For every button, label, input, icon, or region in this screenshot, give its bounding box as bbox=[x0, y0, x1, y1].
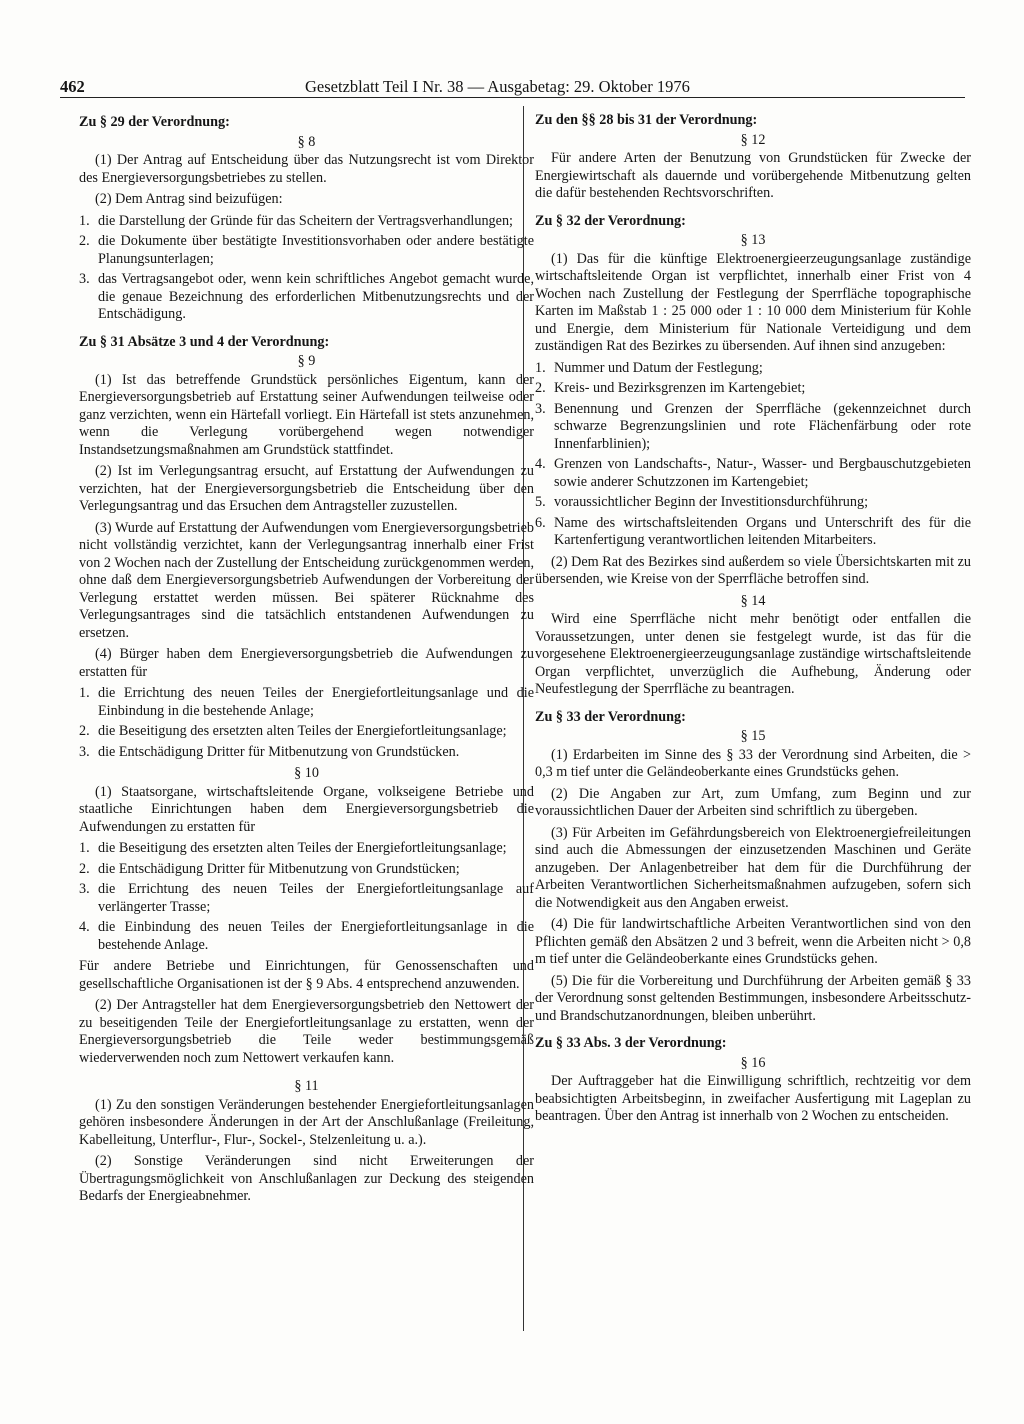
paragraph-sign: § 14 bbox=[740, 592, 766, 609]
paragraph-text: (3) Wurde auf Erstattung der Aufwendungen vom Energieversorgungsbetrieb nicht vollständig verzichtet, kann der Verlegungsantrag innerhalb einer Frist von 2 Wochen nach der Zustellung der Entscheidung zurückgenommen werden, ohne daß dem Energieversorgungsbetrieb Aufwendungen der Vorbereitung der Verlegung erstattet werden müssen. Bei späterer Rücknahme des Verlegungsantrages sind die tatsächlich entstandenen Aufwendungen zu ersetzen. bbox=[79, 519, 534, 641]
paragraph-text: Wird eine Sperrfläche nicht mehr benötigt oder entfallen die Voraussetzungen, unter denen sie festgelegt wurde, ist das für die vorgesehene Elektroenergieerzeugungsanlage zuständige wirtschaftsleitende Organ verpflichtet, unverzüglich die Aufhebung, Änderung oder Neufestlegung der Sperrfläche zu beantragen. bbox=[535, 611, 971, 697]
paragraph-text: (2) Sonstige Veränderungen sind nicht Erweiterungen der Übertragungsmöglichkeit von Anschlußanlagen zur Deckung des steigenden Bedarfs der Energieabnehmer. bbox=[79, 1153, 534, 1204]
paragraph-text: (5) Die für die Vorbereitung und Durchführung der Arbeiten gemäß § 33 der Verordnung sonst geltenden Bestimmungen, insbesondere Arbeitsschutz- und Brandschutzanordnungen, bleiben unberührt. bbox=[535, 972, 971, 1024]
list-item: 5. voraussichtlicher Beginn der Investitionsdurchführung; bbox=[535, 494, 869, 510]
paragraph-text: (1) Der Antrag auf Entscheidung über das Nutzungsrecht ist vom Direktor des Energieversorgungsbetriebes zu stellen. bbox=[79, 152, 534, 186]
list-item: 3. die Errichtung des neuen Teiles der Energiefortleitungsanlage auf verlängerter Trasse; bbox=[79, 881, 534, 915]
paragraph-text: (2) Dem Antrag sind beizufügen: bbox=[95, 191, 283, 207]
paragraph-text: Für andere Arten der Benutzung von Grundstücken für Zwecke der Energiewirtschaft als dauernde und vorübergehende Mitbenutzung gelten die dafür bestehenden Rechtsvorschriften. bbox=[535, 150, 971, 201]
list-item: 2. Kreis- und Bezirksgrenzen im Kartengebiet; bbox=[535, 380, 806, 396]
paragraph-sign: § 8 bbox=[297, 133, 316, 150]
list-item: 2. die Entschädigung Dritter für Mitbenutzung von Grundstücken; bbox=[79, 860, 460, 877]
paragraph-text: (1) Erdarbeiten im Sinne des § 33 der Verordnung sind Arbeiten, die > 0,3 m tief unter die Geländeoberkante eines Grundstücks gehen. bbox=[535, 746, 971, 780]
page-number: 462 bbox=[60, 77, 85, 96]
paragraph-text: (2) Der Antragsteller hat dem Energieversorgungsbetrieb den Nettowert der zu beseitigenden Teile der Energiefortleitungsanlage zu erstatten, wenn der Energieversorgungsbetrieb die Teile weder bestimmungsgemäß wiederverwenden noch zum Nettowert verkaufen kann. bbox=[79, 997, 534, 1066]
list-item: 3. die Entschädigung Dritter für Mitbenutzung von Grundstücken. bbox=[79, 743, 460, 760]
paragraph-text: (2) Die Angaben zur Art, zum Umfang, zum Beginn und zur voraussichtlichen Dauer der Arbeiten sind schriftlich zu übergeben. bbox=[535, 785, 971, 819]
list-item: 3. das Vertragsangebot oder, wenn kein schriftliches Angebot gemacht wurde, die genaue Bezeichnung des erforderlichen Mitbenutzungsrechts und der Entschädigung. bbox=[79, 271, 534, 322]
list-item: 1. die Darstellung der Gründe für das Scheitern der Vertragsverhandlungen; bbox=[79, 212, 513, 229]
left-column bbox=[79, 114, 534, 1210]
list-item: 4. Grenzen von Landschafts-, Natur-, Wasser- und Bergbauschutzgebieten sowie anderer Schutzzonen im Kartengebiet; bbox=[535, 456, 971, 490]
paragraph-sign: § 15 bbox=[740, 728, 766, 744]
list-item: 4. die Einbindung des neuen Teiles der Energiefortleitungsanlage in die bestehende Anlage. bbox=[79, 919, 534, 953]
list-item: 1. Nummer und Datum der Festlegung; bbox=[535, 359, 763, 376]
paragraph-text: (4) Bürger haben dem Energieversorgungsbetrieb die Aufwendungen zu erstatten für bbox=[79, 646, 534, 680]
paragraph-text: (2) Ist im Verlegungsantrag ersucht, auf Erstattung der Aufwendungen zu verzichten, hat der Energieversorgungsbetrieb die Entscheidung über den Verlegungsantrag und das Ersuchen dem Antragsteller zuzustellen. bbox=[79, 463, 534, 514]
paragraph-text: (1) Das für die künftige Elektroenergieerzeugungsanlage zuständige wirtschaftsleitende Organ ist verpflichtet, innerhalb einer Frist von 4 Wochen nach Zustellung der Festlegung der Sperrfläche topographische Karten im Maßstab 1 : 25 000 oder 1 : 10 000 dem Ministerium für Kohle und Energie, dem Ministerium für Nationale Verteidigung und dem zuständigen Rat des Bezirkes zu übersenden. Auf ihnen sind anzugeben: bbox=[535, 250, 971, 354]
paragraph-text: (1) Staatsorgane, wirtschaftsleitende Organe, volkseigene Betriebe und staatliche Einrichtungen haben dem Energieversorgungsbetrieb die Aufwendungen zu erstatten für bbox=[79, 783, 534, 835]
header-title: Gesetzblatt Teil I Nr. 38 — Ausgabetag: 29. Oktober 1976 bbox=[305, 77, 690, 96]
paragraph-text: Der Auftraggeber hat die Einwilligung schriftlich, rechtzeitig vor dem beabsichtigten Arbeitsbeginn, in zweifacher Ausfertigung mit Lageplan zu beantragen. Über den Antrag ist innerhalb von 2 Wochen zu entscheiden. bbox=[535, 1073, 971, 1124]
paragraph-text: (1) Zu den sonstigen Veränderungen bestehender Energiefortleitungsanlagen gehören insbesondere Änderungen in der Art der Anschlußanlage (Freileitung, Kabelleitung, Unterflur-, Flur-, Sockel-, Stelzenleitung u. a.). bbox=[79, 1096, 534, 1148]
paragraph-sign: § 10 bbox=[294, 765, 319, 781]
paragraph-sign: § 11 bbox=[294, 1078, 319, 1094]
paragraph-sign: § 12 bbox=[740, 131, 766, 148]
enumerated-list bbox=[79, 840, 534, 954]
right-column bbox=[535, 112, 971, 1130]
section-heading: Zu § 31 Absätze 3 und 4 der Verordnung: bbox=[79, 333, 330, 350]
paragraph-text: Für andere Betriebe und Einrichtungen, für Genossenschaften und gesellschaftliche Organisationen ist der § 9 Abs. 4 entsprechend anzuwenden. bbox=[79, 958, 534, 992]
section-heading: Zu § 29 der Verordnung: bbox=[79, 114, 230, 130]
paragraph-sign: § 9 bbox=[297, 353, 316, 369]
section-heading: Zu den §§ 28 bis 31 der Verordnung: bbox=[535, 112, 758, 128]
list-item: 1. die Errichtung des neuen Teiles der Energiefortleitungsanlage und die Einbindung in die bestehende Anlage; bbox=[79, 685, 534, 719]
list-item: 3. Benennung und Grenzen der Sperrfläche (gekennzeichnet durch schwarze Begrenzungslinien und rote Flächenfärbung oder rote Innenfarblinien); bbox=[535, 400, 971, 452]
paragraph-text: (3) Für Arbeiten im Gefährdungsbereich von Elektroenergiefreileitungen sind auch die Abmessungen der einzusetzenden Maschinen und Geräte anzugeben. Der Anlagenbetreiber hat dem für die Durchführung der Arbeiten Verantwortlichen Sicherheitsmaßnahmen aufzugeben, sofern sich die Notwendigkeit aus den Angaben erweist. bbox=[535, 824, 971, 911]
list-item: 2. die Dokumente über bestätigte Investitionsvorhaben oder andere bestätigte Planungsunterlagen; bbox=[79, 233, 534, 267]
page-header bbox=[60, 77, 965, 98]
enumerated-list bbox=[535, 360, 971, 550]
paragraph-sign: § 13 bbox=[740, 232, 766, 248]
list-item: 2. die Beseitigung des ersetzten alten Teiles der Energiefortleitungsanlage; bbox=[79, 723, 507, 739]
enumerated-list bbox=[79, 685, 534, 761]
section-heading: Zu § 33 Abs. 3 der Verordnung: bbox=[535, 1035, 727, 1051]
section-heading: Zu § 32 der Verordnung: bbox=[535, 212, 686, 229]
list-item: 1. die Beseitigung des ersetzten alten Teiles der Energiefortleitungsanlage; bbox=[79, 840, 507, 856]
paragraph-text: (4) Die für landwirtschaftliche Arbeiten Verantwortlichen sind von den Pflichten gemäß den Absätzen 2 und 3 befreit, wenn die Arbeiten nicht > 0,8 m tief unter die Geländeoberkante eines Grundstücks gehen. bbox=[535, 916, 971, 967]
list-item: 6. Name des wirtschaftsleitenden Organs und Unterschrift des für die Kartenfertigung verantwortlichen leitenden Mitarbeiters. bbox=[535, 514, 971, 548]
paragraph-sign: § 16 bbox=[740, 1054, 766, 1071]
enumerated-list bbox=[79, 213, 534, 324]
paragraph-text: (2) Dem Rat des Bezirkes sind außerdem so viele Übersichtskarten mit zu übersenden, wie Kreise von der Sperrfläche betroffen sind. bbox=[535, 553, 971, 587]
section-heading: Zu § 33 der Verordnung: bbox=[535, 708, 686, 725]
paragraph-text: (1) Ist das betreffende Grundstück persönliches Eigentum, kann der Energieversorgungsbetrieb auf Erstattung seiner Aufwendungen teilweise oder ganz verzichten, wenn ein Härtefall vorliegt. Ein Härtefall ist stets anzunehmen, wenn die Verlegung vorübergehend wegen notwendiger Instandsetzungsmaßnahmen am Grundstück stattfindet. bbox=[79, 371, 535, 458]
